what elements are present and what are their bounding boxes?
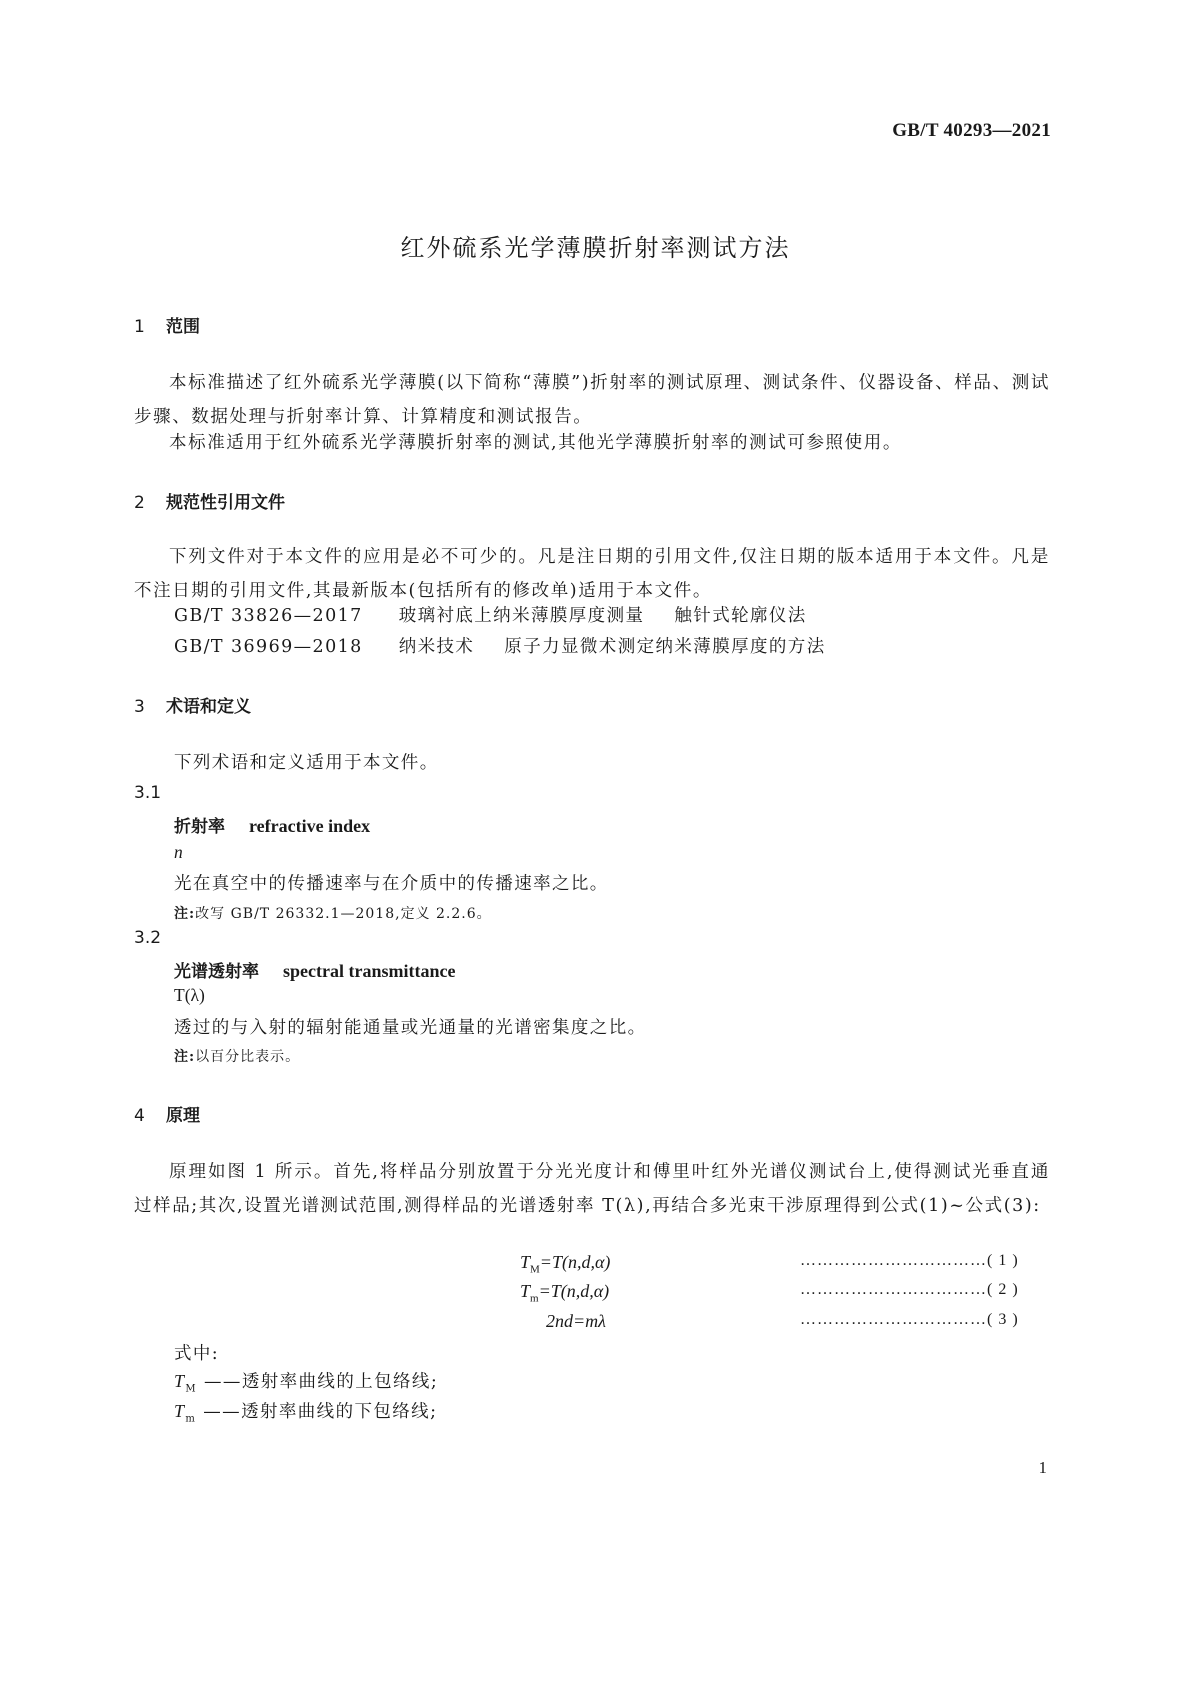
reference-item <box>174 602 807 627</box>
reference-title: 玻璃衬底上纳米薄膜厚度测量 <box>398 606 645 626</box>
section-title: 术语和定义 <box>166 697 251 717</box>
term-note <box>174 903 492 923</box>
term-note <box>174 1046 300 1066</box>
reference-item <box>174 633 826 658</box>
section-3-heading <box>134 692 251 717</box>
reference-code: GB/T 36969—2018 <box>174 637 363 657</box>
terms-intro: 下列术语和定义适用于本文件。 <box>174 753 439 773</box>
formula-2-tag: ……………………………( 2 ) <box>800 1281 1019 1298</box>
term-definition: 光在真空中的传播速率与在介质中的传播速率之比。 <box>174 874 609 894</box>
section-title: 范围 <box>166 317 200 337</box>
reference-title: 触针式轮廓仪法 <box>674 606 807 626</box>
references-paragraph: 下列文件对于本文件的应用是必不可少的。凡是注日期的引用文件,仅注日期的版本适用于本文件。凡是不注日期的引用文件,其最新版本(包括所有的修改单)适用于本文件。 <box>134 547 1050 601</box>
formula-3: 2nd=mλ <box>546 1311 606 1331</box>
section-number: 3 <box>134 697 145 717</box>
term-number: 3.2 <box>134 928 162 948</box>
term-name-zh: 折射率 <box>174 817 225 837</box>
section-number: 4 <box>134 1106 145 1126</box>
section-2-heading <box>134 488 285 513</box>
section-number: 1 <box>134 317 145 337</box>
page-number: 1 <box>1038 1458 1047 1477</box>
reference-title: 原子力显微术测定纳米薄膜厚度的方法 <box>504 637 826 657</box>
scope-paragraph-2: 本标准适用于红外硫系光学薄膜折射率的测试,其他光学薄膜折射率的测试可参照使用。 <box>169 433 902 453</box>
where-item: $T_M$ ——透射率曲线的上包络线; <box>174 1371 439 1395</box>
reference-code: GB/T 33826—2017 <box>174 606 363 626</box>
formula-1: $T_M=T(n,d,\alpha)$ <box>520 1252 611 1276</box>
where-label: 式中: <box>174 1344 220 1364</box>
formula-3-tag: ……………………………( 3 ) <box>800 1311 1019 1328</box>
where-item: $T_m$ ——透射率曲线的下包络线; <box>174 1401 438 1425</box>
section-number: 2 <box>134 493 145 513</box>
section-title: 规范性引用文件 <box>166 493 285 513</box>
note-label: 注: <box>174 1049 196 1065</box>
term-name <box>174 812 370 837</box>
section-4-heading <box>134 1101 200 1126</box>
document-title: 红外硫系光学薄膜折射率测试方法 <box>400 234 791 262</box>
term-symbol: T(λ) <box>174 985 205 1005</box>
term-name-zh: 光谱透射率 <box>174 962 259 982</box>
principle-paragraph: 原理如图 1 所示。首先,将样品分别放置于分光光度计和傅里叶红外光谱仪测试台上,使得测试光垂直通过样品;其次,设置光谱测试范围,测得样品的光谱透射率 T(λ),再结合多光束干涉原理得到公式(1)~公式(3): <box>134 1162 1050 1216</box>
section-1-heading <box>134 312 200 337</box>
note-label: 注: <box>174 906 196 922</box>
note-text: 改写 GB/T 26332.1—2018,定义 2.2.6。 <box>195 906 492 922</box>
term-symbol: n <box>174 842 183 862</box>
reference-title: 纳米技术 <box>398 637 475 657</box>
term-name <box>174 957 455 982</box>
note-text: 以百分比表示。 <box>195 1049 301 1065</box>
standard-code: GB/T 40293—2021 <box>892 120 1051 141</box>
scope-paragraph-1: 本标准描述了红外硫系光学薄膜(以下简称“薄膜”)折射率的测试原理、测试条件、仪器设备、样品、测试步骤、数据处理与折射率计算、计算精度和测试报告。 <box>134 373 1050 427</box>
term-name-en: refractive index <box>249 816 371 836</box>
term-name-en: spectral transmittance <box>283 961 456 981</box>
term-definition: 透过的与入射的辐射能通量或光通量的光谱密集度之比。 <box>174 1018 647 1038</box>
formula-1-tag: ……………………………( 1 ) <box>800 1252 1019 1269</box>
formula-2: $T_m=T(n,d,\alpha)$ <box>520 1281 610 1305</box>
term-number: 3.1 <box>134 783 162 803</box>
section-title: 原理 <box>166 1106 200 1126</box>
